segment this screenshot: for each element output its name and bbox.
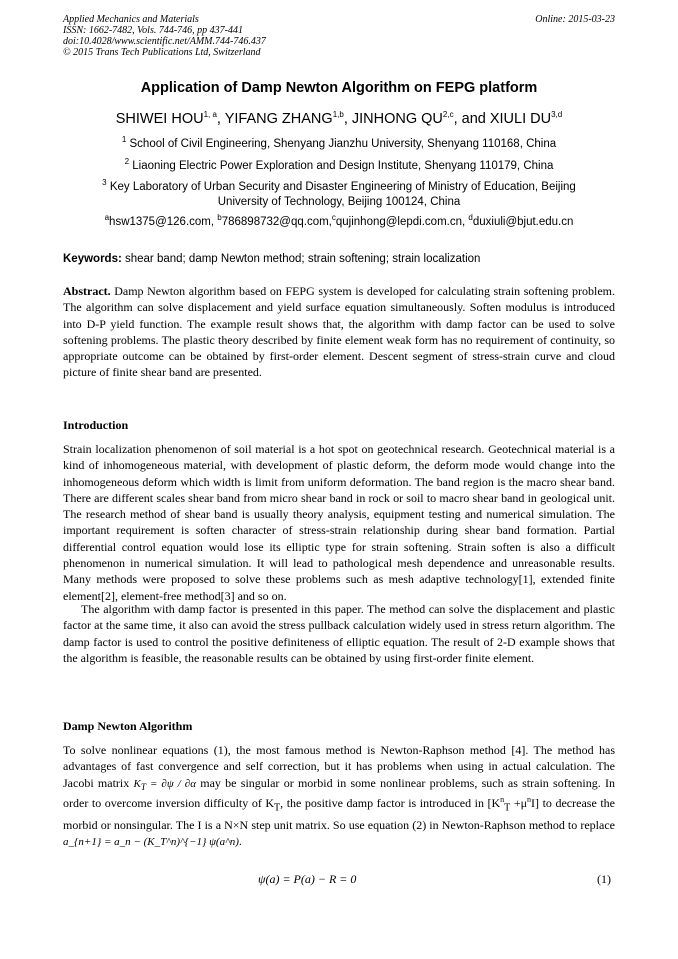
equation-1-number: (1) [597, 872, 611, 886]
author-emails: $^a$hsw1375@126.com, $^b$786898732@qq.com,$^c$qujinhong@lepdi.com.cn, $^d$duxiuli@bjut.edu.cn [104, 213, 574, 228]
email-link[interactable]: hsw1375@126.com [109, 216, 211, 228]
author-name: XIULI DU [489, 111, 552, 127]
damp-newton-paragraph: To solve nonlinear equations (1), the most famous method is Newton-Raphson method [4]. The method has advantages of fast convergence and self correction, but it has problems when using in actual calculation. The Jacobi matrix $K_T = \partial\psi / \partial\alpha$ may be singular or morbid in some nonlinear problems, such as strain softening. In order to overcome inversion difficulty of $K_T$, the positive damp factor is introduced in $[K^n_T +\mu^nI]$ to decrease the morbid or nonsingular. The I is a N×N step unit matrix. So use equation (2) in Newton-Raphson method to replace a_{n+1} = a_n − (K_T^n)^{−1} ψ(a^n). [63, 743, 615, 849]
author-name: JINHONG QU [351, 111, 443, 127]
abstract-text: Damp Newton algorithm based on FEPG system is developed for calculating strain softening problem. The algorithm can solve displacement and yield surface equation simultaneously. Soften modulus is introduced into D-P yield function. The example result shows that, the algorithm with damp factor can be used to solve softening problems. The plastic theory described by finite element weak form has no requirement of continuity, so appropriate outcome can be obtained by first-order element. Descent segment of stress-strain curve and cloud picture of finite shear band are presented. [63, 284, 615, 380]
introduction-paragraph-2: The algorithm with damp factor is presented in this paper. The method can solve the displacement and plastic factor at the same time, it also can avoid the stress pullback calculation widely used in stress return algorithm. The damp factor is used to control the positive definiteness of elliptic equation. The result of 2-D example shows that the algorithm is feasible, the reasonable results can be obtained by using first-order finite element. [63, 602, 615, 665]
newton-update-formula: a_{n+1} = a_n − (K_T^n)^{−1} ψ(a^n) [63, 836, 239, 849]
doi-line: doi:10.4028/www.scientific.net/AMM.744-746.437 [63, 36, 266, 47]
author-superscript: 1, a [203, 110, 217, 120]
author-name: SHIWEI HOU [115, 111, 204, 127]
journal-header [63, 14, 615, 58]
email-link[interactable]: qujinhong@lepdi.com.cn [335, 216, 462, 228]
email-link[interactable]: 786898732@qq.com [221, 216, 329, 228]
email-link[interactable]: duxiuli@bjut.edu.cn [472, 216, 574, 228]
author-superscript: 3,d [551, 110, 563, 120]
online-date: Online: 2015-03-23 [535, 14, 615, 25]
section-heading-damp-newton: Damp Newton Algorithm [63, 719, 193, 733]
introduction-paragraph-1: Strain localization phenomenon of soil material is a hot spot on geotechnical research. Geotechnical material is a kind of inhomogeneous material, with development of plastic deform, the deform mode would change into the inhomogeneous deform which width is limit from uniform deformation. The band region is the macro shear band. There are different scales shear band from micro shear band in rock or soil to macro shear band in geological unit. The research method of shear band is usually theory analysis, equipment testing and numerical simulation. The important requirement is soften character of stress-strain relationship during shear band formation. Partial differential control equation would lose its elliptic type for strain softening. Strain soften is also a difficult phenomenon in numerical simulation. It will lead to pathological mesh dependence and unreasonable results. Many methods were proposed to solve these problems such as mesh adaptive technology[1], extended finite element[2], element-free method[3] and so on. [63, 442, 615, 603]
abstract [63, 283, 615, 381]
author-list: SHIWEI HOU$^{1, a}$, YIFANG ZHANG$^{1,b}$, JINHONG QU$^{2,c}$, and XIULI DU$^{3,d}$ [115, 110, 563, 127]
keywords [63, 253, 615, 265]
affiliation-1: $^1$ School of Civil Engineering, Shenyang Jianzhu University, Shenyang 110168, China [121, 135, 557, 150]
author-superscript: 2,c [442, 110, 454, 120]
keywords-text: shear band; damp Newton method; strain softening; strain localization [121, 253, 481, 265]
affiliation-3: $^3$ Key Laboratory of Urban Security and Disaster Engineering of Ministry of Education, Beijing University of Technology, Beijing 100124, China [102, 178, 576, 208]
equation-1: ψ(a) = P(a) − R = 0 [258, 872, 357, 886]
section-heading-introduction: Introduction [63, 418, 129, 432]
abstract-label: Abstract. [63, 284, 111, 298]
paper-title: Application of Damp Newton Algorithm on FEPG platform [140, 80, 538, 96]
author-name: YIFANG ZHANG [224, 111, 333, 127]
journal-name: Applied Mechanics and Materials [63, 14, 199, 25]
author-superscript: 1,b [332, 110, 344, 120]
copyright-line: © 2015 Trans Tech Publications Ltd, Switzerland [63, 47, 261, 58]
affiliation-2: $^2$ Liaoning Electric Power Exploration and Design Institute, Shenyang 110179, China [124, 157, 554, 172]
keywords-label: Keywords: [63, 253, 122, 265]
issn-line: ISSN: 1662-7482, Vols. 744-746, pp 437-441 [63, 25, 243, 36]
jacobi-matrix-formula: $K_T = \partial\psi / \partial\alpha$ [133, 777, 196, 792]
